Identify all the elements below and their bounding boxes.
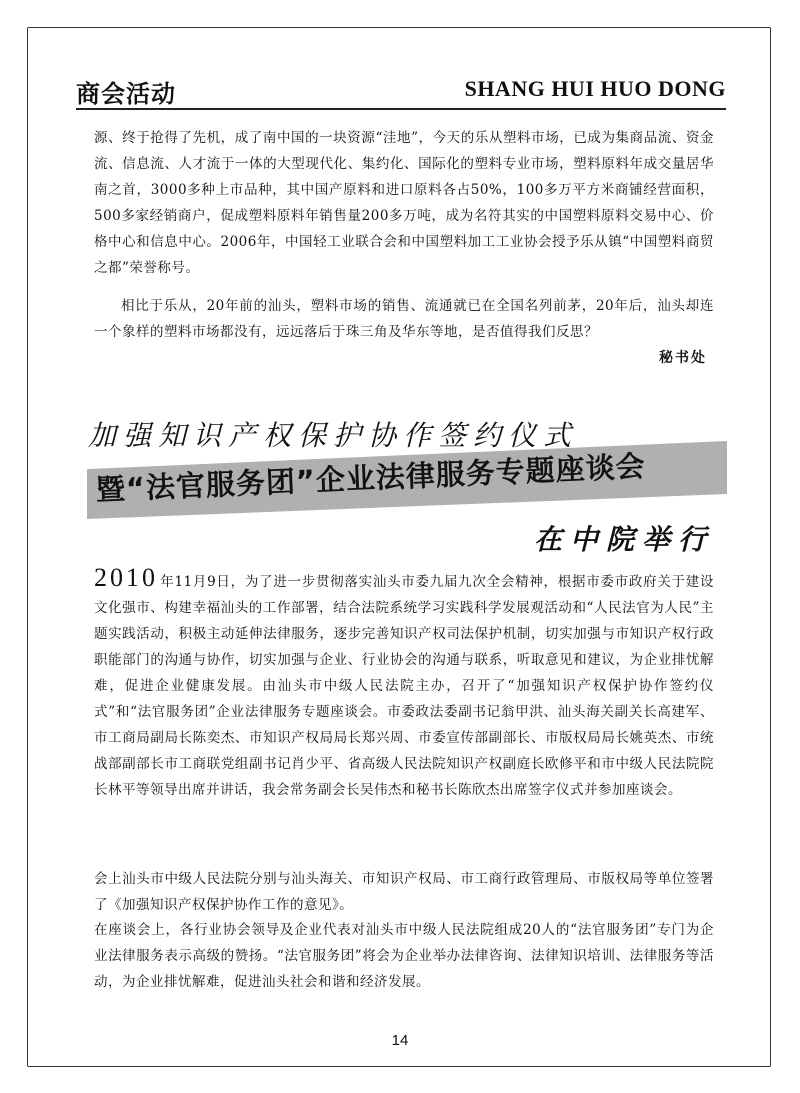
lead-year: 2010 <box>94 563 158 592</box>
article1-paragraph-1: 源、终于抢得了先机，成了南中国的一块资源“洼地”，今天的乐从塑料市场，已成为集商品流、资金流、信息流、人才流于一体的大型现代化、集约化、国际化的塑料专业市场，塑料原料年成交量居华南之首，3000多种上市品种，其中国产原料和进口原料各占50%，100多万平方米商铺经营面积，500多家经销商户，促成塑料原料年销售量200多万吨，成为名符其实的中国塑料原料交易中心、价格中心和信息中心。2006年，中国轻工业联合会和中国塑料加工工业协会授予乐从镇“中国塑料商贸之都”荣誉称号。 <box>94 130 714 276</box>
section-title-en: SHANG HUI HUO DONG <box>464 76 726 101</box>
header-divider <box>76 108 726 110</box>
article2-title-line-3: 在中院举行 <box>533 523 714 556</box>
article2-paragraph-1-text: 年11月9日，为了进一步贯彻落实汕头市委九届九次全会精神，根据市委市政府关于建设文化强市、构建幸福汕头的工作部署，结合法院系统学习实践科学发展观活动和“人民法官为人民”主题实践活动，积极主动延伸法律服务，逐步完善知识产权司法保护机制，切实加强与市知识产权行政职能部门的沟通与协作，切实加强与企业、行业协会的沟通与联系，听取意见和建议，为企业排忧解难，促进企业健康发展。由汕头市中级人民法院主办，召开了“加强知识产权保护协作签约仪式”和“法官服务团”企业法律服务专题座谈会。市委政法委副书记翁甲洪、汕头海关副关长高建军、市工商局副局长陈奕杰、市知识产权局局长郑兴周、市委宣传部副部长、市版权局局长姚英杰、市统战部副部长市工商联党组副书记肖少平、省高级人民法院知识产权副庭长欧修平和市中级人民法院院长林平等领导出席并讲话，我会常务副会长吴伟杰和秘书长陈欣杰出席签字仪式并参加座谈会。 <box>94 574 714 798</box>
page-number: 14 <box>391 1032 409 1049</box>
article1-signature: 秘书处 <box>659 350 707 366</box>
section-title-cn: 商会活动 <box>76 80 176 108</box>
article2-paragraph-3: 在座谈会上，各行业协会领导及企业代表对汕头市中级人民法院组成20人的“法官服务团”专门为企业法律服务表示高级的赞扬。“法官服务团”将会为企业举办法律咨询、法律知识培训、法律服务等活动，为企业排忧解难，促进汕头社会和谐和经济发展。 <box>94 922 714 990</box>
article2-title-line-1: 加强知识产权保护协作签约仪式 <box>88 419 579 452</box>
article1-paragraph-2: 相比于乐从，20年前的汕头，塑料市场的销售、流通就已在全国名列前茅，20年后，汕头却连一个象样的塑料市场都没有，远远落后于珠三角及华东等地，是否值得我们反思？ <box>94 298 714 340</box>
page-header <box>76 74 726 108</box>
article2-title-line-2: 暨“法官服务团”企业法律服务专题座谈会 <box>95 449 647 507</box>
article2-paragraph-1 <box>94 563 714 868</box>
article2-paragraph-2: 会上汕头市中级人民法院分别与汕头海关、市知识产权局、市工商行政管理局、市版权局等单位签署了《加强知识产权保护协作工作的意见》。 <box>94 871 714 913</box>
